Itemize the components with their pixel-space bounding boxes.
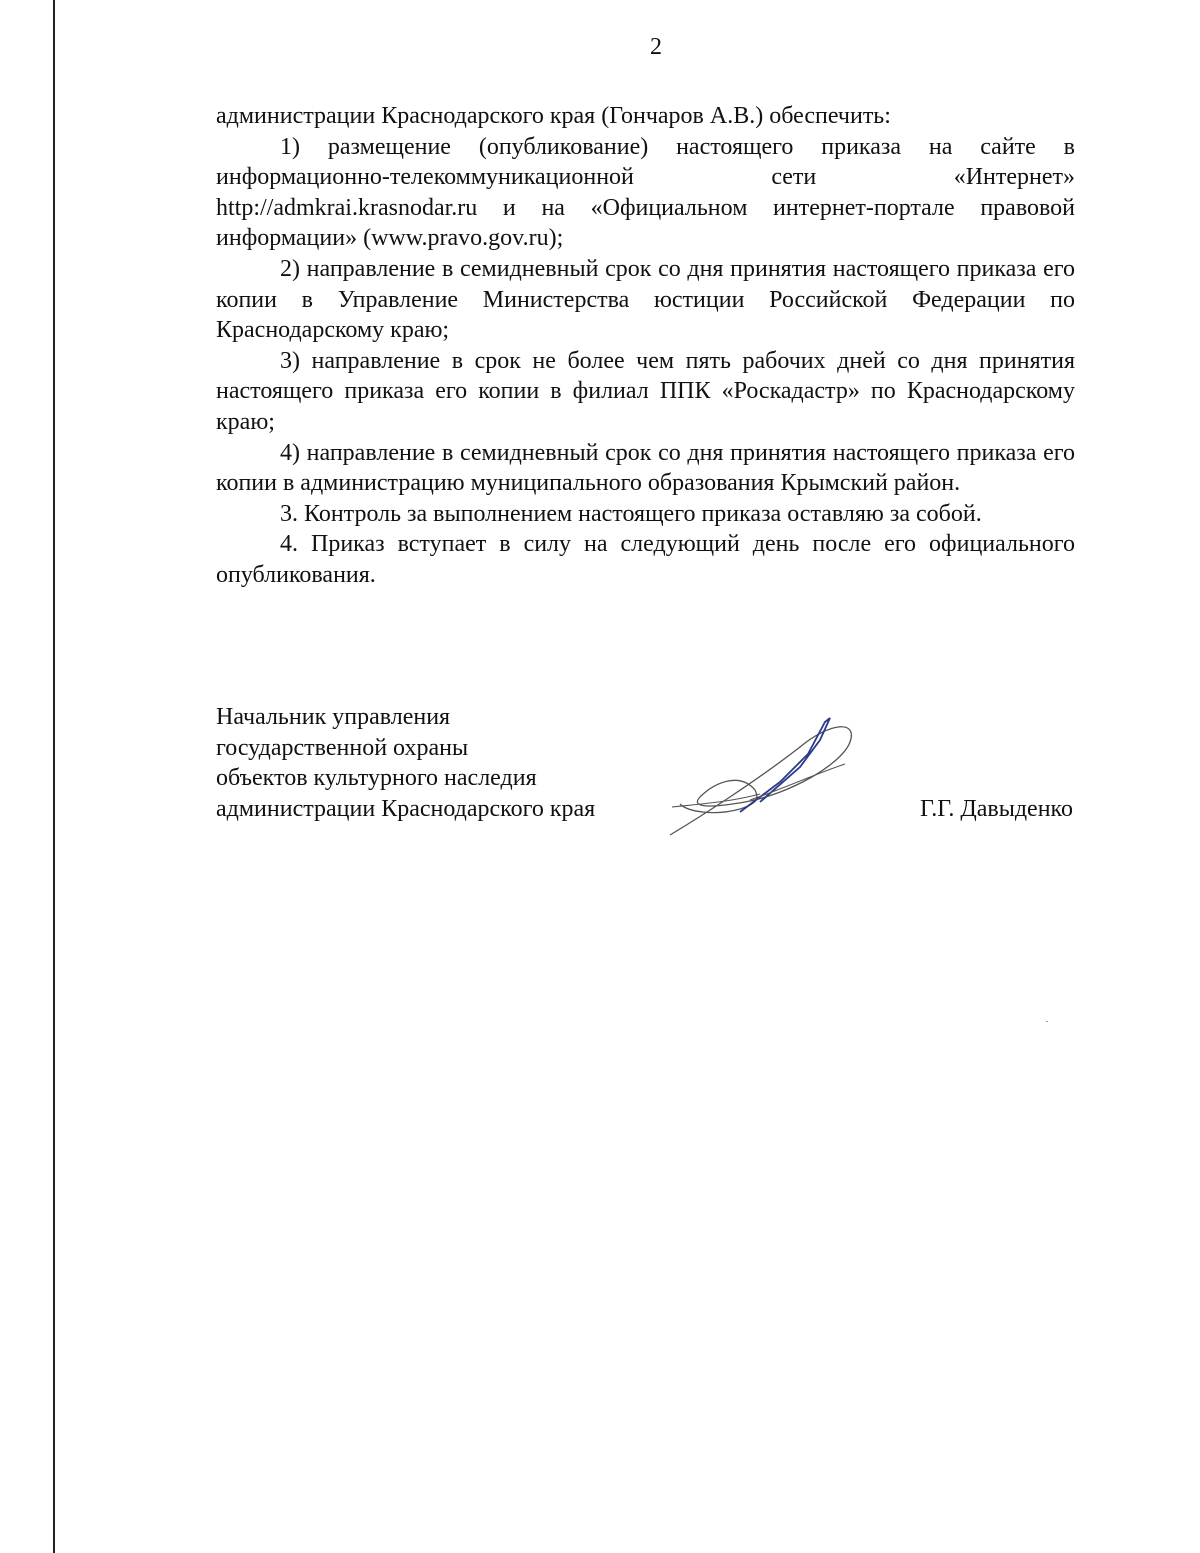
paragraph-item-4: 4) направление в семидневный срок со дня принятия настоящего приказа его копии в администрацию муниципального образования Крымский район. bbox=[216, 439, 1075, 497]
paragraph-clause-3: 3. Контроль за выполнением настоящего приказа оставляю за собой. bbox=[280, 500, 982, 527]
page-number: 2 bbox=[650, 34, 662, 60]
signature-stroke-main bbox=[740, 718, 830, 812]
paragraph-item-1: 1) размещение (опубликование) настоящего приказа на сайте в информационно-телекоммуникационной сети «Интернет» http://admkrai.krasnodar.ru и на «Официальном интернет-портале правовой информации» (www.pravo.gov.ru); bbox=[216, 133, 1075, 252]
signer-name: Г.Г. Давыденко bbox=[920, 796, 1073, 822]
position-line: Начальник управления bbox=[216, 704, 451, 730]
signatory-position bbox=[216, 702, 636, 824]
page-left-border bbox=[53, 0, 55, 1553]
position-line: объектов культурного наследия bbox=[216, 765, 537, 792]
signature-stroke-loop bbox=[670, 727, 851, 835]
scan-artifact bbox=[1046, 1021, 1048, 1022]
signature-stroke-base bbox=[672, 794, 760, 807]
paragraph-intro: администрации Краснодарского края (Гончаров А.В.) обеспечить: bbox=[216, 103, 891, 129]
position-line: администрации Краснодарского края bbox=[216, 795, 596, 822]
paragraph-item-3: 3) направление в срок не более чем пять рабочих дней со дня принятия настоящего приказа его копии в филиал ППК «Роскадастр» по Краснодарскому краю; bbox=[216, 347, 1075, 435]
paragraph-clause-4: 4. Приказ вступает в силу на следующий день после его официального опубликования. bbox=[216, 531, 1075, 588]
paragraph-item-2: 2) направление в семидневный срок со дня принятия настоящего приказа его копии в Управление Министерства юстиции Российской Федерации по Краснодарскому краю; bbox=[216, 255, 1075, 344]
handwritten-signature bbox=[660, 712, 870, 847]
position-line: государственной охраны bbox=[216, 734, 469, 761]
document-body bbox=[216, 101, 1075, 591]
